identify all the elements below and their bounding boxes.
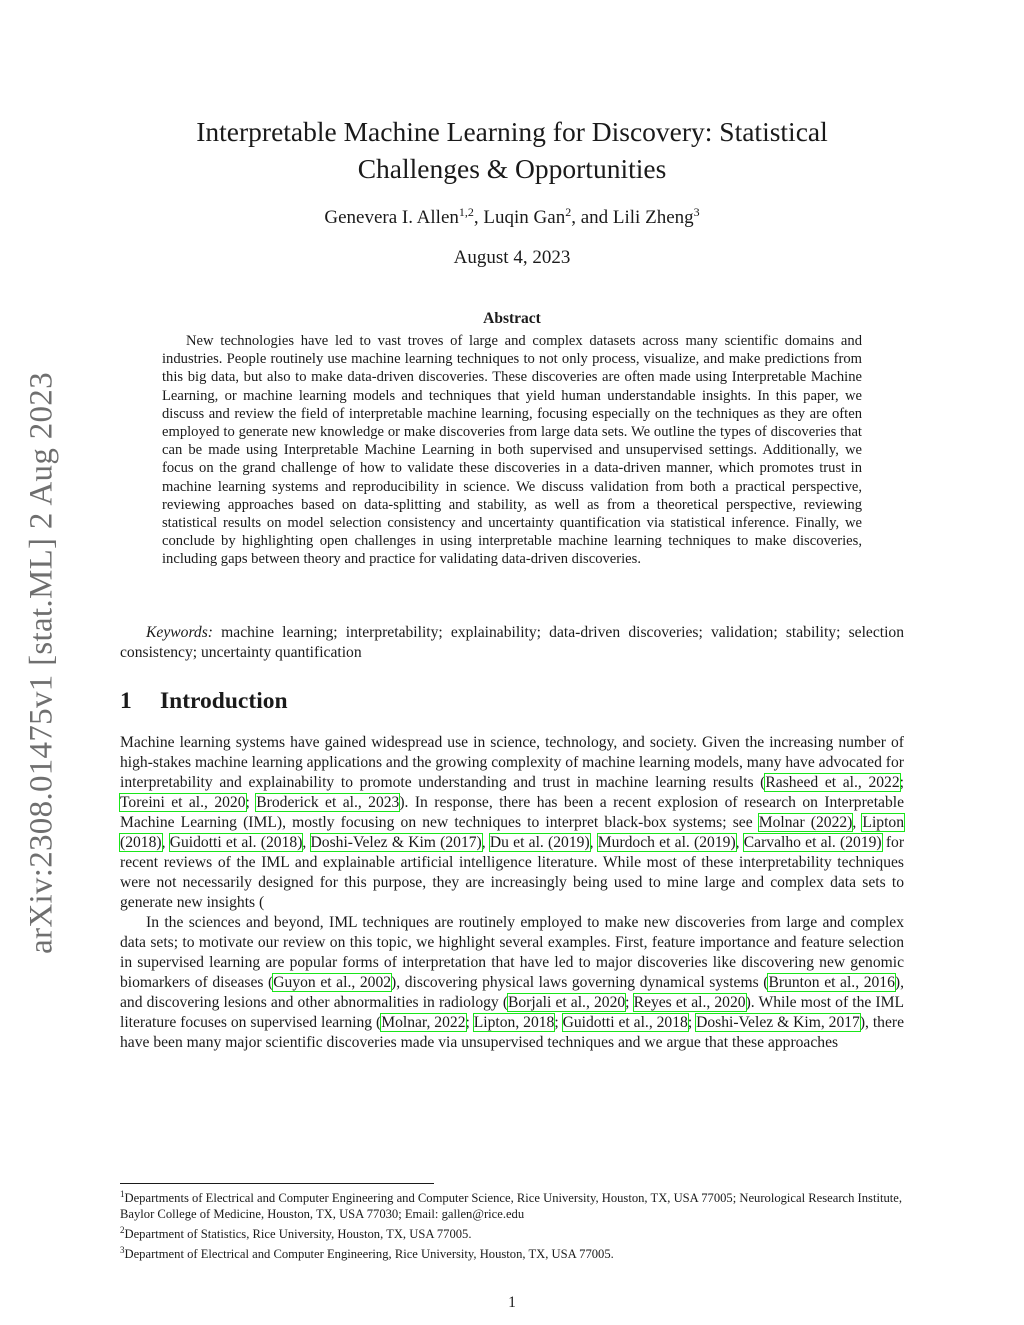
footnote-1 [120, 1186, 904, 1222]
intro-text: ). While most of the IML literature focuses on supervised learning ( [120, 994, 905, 1031]
footnote-3 [120, 1242, 904, 1262]
author-gan: Luqin Gan [483, 207, 566, 228]
intro-text: ; [554, 1014, 563, 1031]
intro-paragraph-1 [120, 733, 904, 913]
author-zheng-affiliation: 3 [693, 205, 700, 219]
title-line-1: Interpretable Machine Learning for Discovery: Statistical [196, 116, 828, 147]
citation-link[interactable]: Du et al. (2019) [489, 834, 590, 851]
citation-link[interactable]: Rasheed et al., 2022 [765, 774, 900, 791]
author-zheng: Lili Zheng [612, 207, 694, 228]
intro-text: In the sciences and beyond, IML techniques are routinely employed to make new discoveries from large and complex data sets; to motivate our review on this topic, we highlight several examples. First, feature importance and feature selection in supervised learning are popular forms of interpretation that have led to major discoveries like discovering new genomic biomarkers of diseases ( [120, 914, 904, 991]
intro-text: , [481, 834, 490, 851]
keywords-label: Keywords: [146, 624, 213, 641]
intro-text: , [735, 834, 744, 851]
intro-text: ), there have been many major scientific discoveries made via unsupervised techniques and we argue that these approaches [120, 1014, 905, 1051]
citation-link[interactable]: Guyon et al., 2002 [273, 974, 392, 991]
intro-text: ; [625, 994, 634, 1011]
footnote-3-mark: 3 [120, 1245, 125, 1255]
citation-link[interactable]: Lipton, 2018 [473, 1014, 555, 1031]
intro-text: Machine learning systems have gained widespread use in science, technology, and society. Given the increasing number of high-stakes machine learning applications and the growing complexity of machine learning models, many have advocated for interpretability and explainability to promote understanding and trust in machine learning results ( [120, 734, 904, 791]
citation-link[interactable]: Doshi-Velez & Kim (2017) [310, 834, 482, 851]
citation-link[interactable]: Murdoch et al. (2019) [597, 834, 736, 851]
citation-link[interactable]: Molnar (2022) [758, 814, 853, 831]
introduction-body [120, 733, 904, 1053]
footnote-2-text: Department of Statistics, Rice University, Houston, TX, USA 77005. [124, 1227, 472, 1241]
intro-text: , [852, 814, 863, 831]
citation-link[interactable]: Molnar, 2022 [381, 1014, 466, 1031]
author-gan-affiliation: 2 [565, 205, 572, 219]
citation-link[interactable]: Lipton (2018) [120, 814, 905, 851]
intro-text: , [589, 834, 598, 851]
abstract-heading: Abstract [483, 310, 541, 327]
footnote-2-mark: 2 [120, 1225, 125, 1235]
footnote-1-mark: 1 [120, 1189, 125, 1199]
intro-text: , [161, 834, 170, 851]
author-separator: , [473, 207, 484, 228]
footnotes [120, 1186, 904, 1262]
footnote-divider [120, 1183, 434, 1184]
citation-link[interactable]: Brunton et al., 2016 [768, 974, 895, 991]
citation-link[interactable]: Carvalho et al. (2019) [743, 834, 882, 851]
arxiv-identifier: arXiv:2308.01475v1 [stat.ML] 2 Aug 2023 [23, 371, 60, 954]
intro-paragraph-2 [120, 913, 904, 1053]
intro-text: ; [465, 1014, 474, 1031]
author-allen: Genevera I. Allen [324, 207, 459, 228]
footnote-1-text: Departments of Electrical and Computer Engineering and Computer Science, Rice University, Houston, TX, USA 77005; Neurological Research Institute, Baylor College of Medicine, Houston, TX, USA 77030; Email: gallen@rice.edu [120, 1191, 902, 1221]
author-list [120, 205, 904, 229]
section-number: 1 [120, 688, 132, 714]
page-number: 1 [508, 1294, 516, 1311]
paper-title [120, 113, 904, 187]
footnote-3-text: Department of Electrical and Computer Engineering, Rice University, Houston, TX, USA 77005. [124, 1247, 614, 1261]
intro-text: ), discovering physical laws governing dynamical systems ( [391, 974, 769, 991]
citation-link[interactable]: Broderick et al., 2023 [256, 794, 400, 811]
intro-text: ), and discovering lesions and other abnormalities in radiology ( [120, 974, 904, 1011]
author-conjunction: , and [571, 207, 613, 228]
citation-link[interactable]: Toreini et al., 2020 [120, 794, 246, 811]
intro-text: , [302, 834, 311, 851]
keywords [120, 623, 904, 663]
citation-link[interactable]: Guidotti et al., 2018 [562, 1014, 688, 1031]
footnote-2 [120, 1222, 904, 1242]
intro-text: ; [245, 794, 257, 811]
author-allen-affiliation: 1,2 [458, 205, 474, 219]
keywords-text: machine learning; interpretability; explainability; data-driven discoveries; validation; stability; selection consistency; uncertainty quantification [120, 624, 904, 661]
section-heading [120, 688, 288, 715]
title-line-2: Challenges & Opportunities [357, 153, 667, 184]
intro-text: ; [687, 1014, 697, 1031]
citation-link[interactable]: Borjali et al., 2020 [508, 994, 626, 1011]
intro-text: for recent reviews of the IML and explainable artificial intelligence literature. While most of these interpretability techniques were not necessarily designed for this purpose, they are increasingly being used to mine large and complex data sets to generate new insights ( [120, 834, 905, 911]
citation-link[interactable]: Guidotti et al. (2018) [169, 834, 303, 851]
abstract-text: New technologies have led to vast troves of large and complex datasets across many scientific domains and industries. People routinely use machine learning techniques to not only process, visualize, and make predictions from this big data, but also to make data-driven discoveries. These discoveries are often made using Interpretable Machine Learning, or machine learning models and techniques that yield human understandable insights. In this paper, we discuss and review the field of interpretable machine learning, focusing especially on the techniques as they are often employed to generate new knowledge or make discoveries from large data sets. We outline the types of discoveries that can be made using Interpretable Machine Learning in both supervised and unsupervised settings. Additionally, we focus on the grand challenge of how to validate these discoveries in a data-driven manner, which promotes trust in machine learning systems and reproducibility in science. We discuss validation from both a practical perspective, reviewing approaches based on data-splitting and stability, as well as from a theoretical perspective, reviewing statistical results on model selection consistency and uncertainty quantification via statistical inference. Finally, we conclude by highlighting open challenges in using interpretable machine learning techniques to make discoveries, including gaps between theory and practice for validating data-driven discoveries. [162, 333, 862, 568]
arxiv-sidebar [14, 345, 70, 980]
intro-text: ; [899, 774, 904, 791]
citation-link[interactable]: Reyes et al., 2020 [633, 994, 746, 1011]
section-title: Introduction [160, 688, 288, 714]
intro-text: ). In response, there has been a recent explosion of research on Interpretable Machine Learning (IML), mostly focusing on new techniques to interpret black-box systems; see [120, 794, 905, 831]
publication-date: August 4, 2023 [453, 247, 571, 268]
citation-link[interactable]: Doshi-Velez & Kim, 2017 [696, 1014, 860, 1031]
